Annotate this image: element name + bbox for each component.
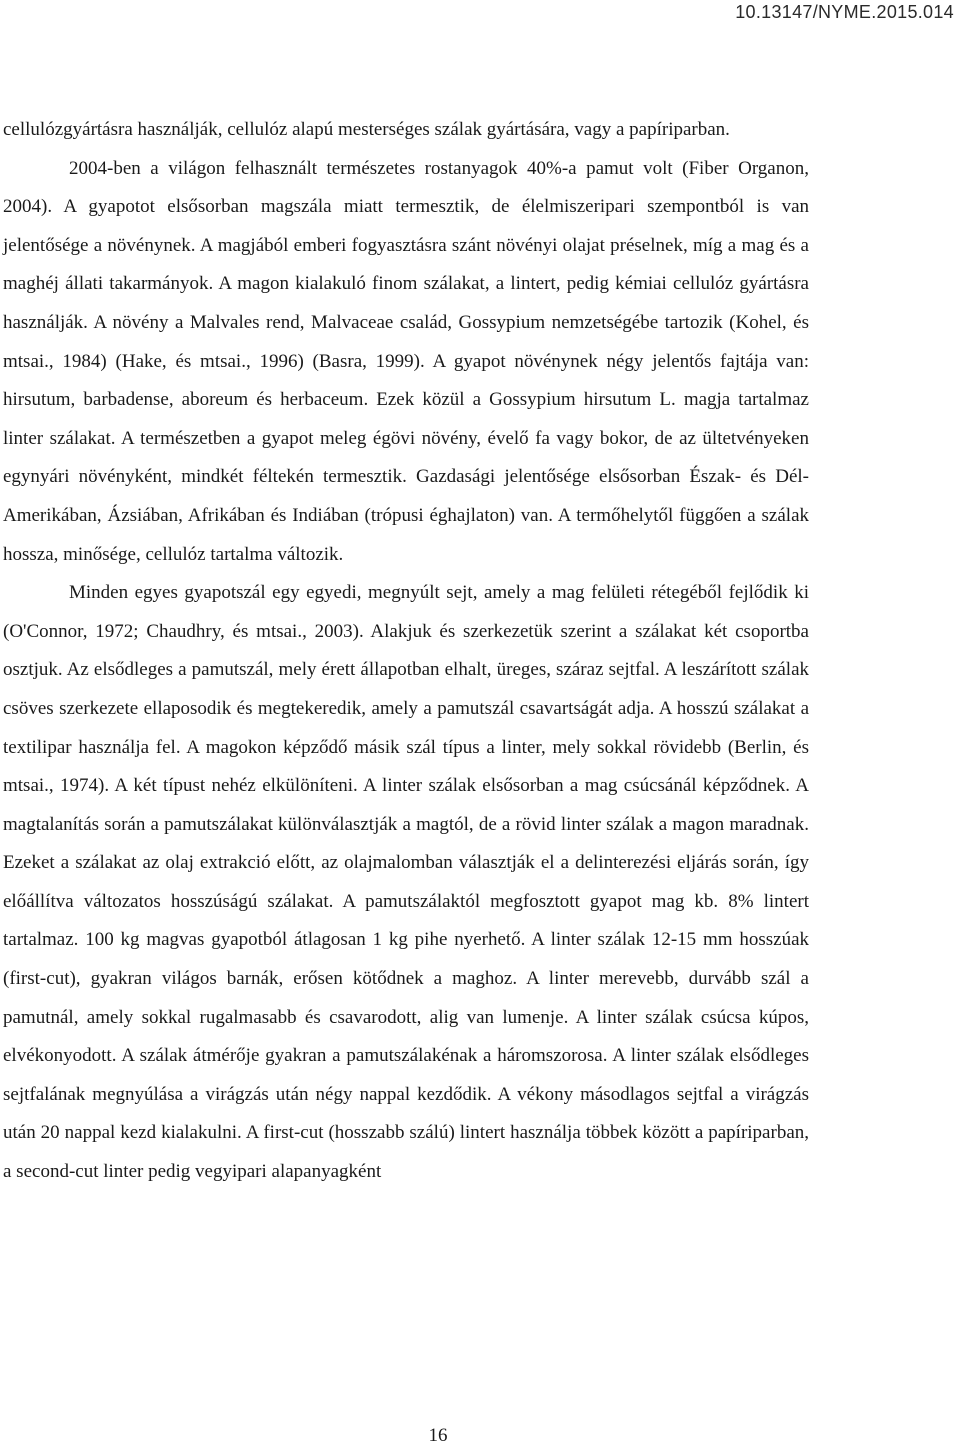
paragraph-continuation: cellulózgyártásra használják, cellulóz alapú mesterséges szálak gyártására, vagy a papíriparban.: [3, 119, 730, 140]
page-number: 16: [428, 1425, 448, 1446]
paragraph-cotton-overview: 2004-ben a világon felhasznált természetes rostanyagok 40%-a pamut volt (Fiber Organon, 2004). A gyapotot elsősorban magszála miatt termesztik, de élelmiszeripari szempontból is van jelentősége a növénynek. A magjából emberi fogyasztásra szánt növényi olajat préselnek, míg a mag és a maghéj állati takarmányok. A magon kialakuló finom szálakat, a lintert, pedig kémiai cellulóz gyártásra használják. A növény a Malvales rend, Malvaceae család, Gossypium nemzetségébe tartozik (Kohel, és mtsai., 1984) (Hake, és mtsai., 1996) (Basra, 1999). A gyapot növénynek négy jelentős fajtája van: hirsutum, barbadense, aboreum és herbaceum. Ezek közül a Gossypium hirsutum L. magja tartalmaz linter szálakat. A természetben a gyapot meleg égövi növény, évelő fa vagy bokor, de az ültetvényeken egynyári növényként, mindkét féltekén termesztik. Gazdasági jelentősége elsősorban Észak- és Dél-Amerikában, Ázsiában, Afrikában és Indiában (trópusi éghajlaton) van. A termőhelytől függően a szálak hossza, minősége, cellulóz tartalma változik.: [3, 157, 809, 565]
doi-header: 10.13147/NYME.2015.014: [735, 2, 954, 22]
paragraph-fiber-types: Minden egyes gyapotszál egy egyedi, megnyúlt sejt, amely a mag felületi rétegéből fejlődik ki (O'Connor, 1972; Chaudhry, és mtsai., 2003). Alakjuk és szerkezetük szerint a szálakat két csoportba osztjuk. Az elsődleges a pamutszál, mely érett állapotban elhalt, üreges, száraz sejtfal. A leszárított szálak csöves szerkezete ellaposodik és megtekeredik, amely a pamutszál csavartságát adja. A hosszú szálakat a textilipar használja fel. A magokon képződő másik szál típus a linter, mely sokkal rövidebb (Berlin, és mtsai., 1974). A két típust nehéz elkülöníteni. A linter szálak elsősorban a mag csúcsánál képződnek. A magtalanítás során a pamutszálakat különválasztják a magtól, de a rövid linter szálak a magon maradnak. Ezeket a szálakat az olaj extrakció előtt, az olajmalomban választják el a delinterezési eljárás során, így előállítva változatos hosszúságú szálakat. A pamutszálaktól megfosztott gyapot mag kb. 8% lintert tartalmaz. 100 kg magvas gyapotból átlagosan 1 kg pihe nyerhető. A linter szálak 12-15 mm hosszúak (first-cut), gyakran világos barnák, erősen kötődnek a maghoz. A linter merevebb, durvább szál a pamutnál, amely sokkal rugalmasabb és csavarodott, alig van lumenje. A linter szálak csúcsa kúpos, elvékonyodott. A szálak átmérője gyakran a pamutszálakénak a háromszorosa. A linter szálak elsődleges sejtfalának megnyúlása a virágzás után négy nappal kezdődik. A vékony másodlagos sejtfal a virágzás után 20 nappal kezd kialakulni. A first-cut (hosszabb szálú) lintert használja többek között a papíriparban, a second-cut linter pedig vegyipari alapanyagként: [3, 582, 809, 1183]
document-body: [3, 111, 809, 1192]
